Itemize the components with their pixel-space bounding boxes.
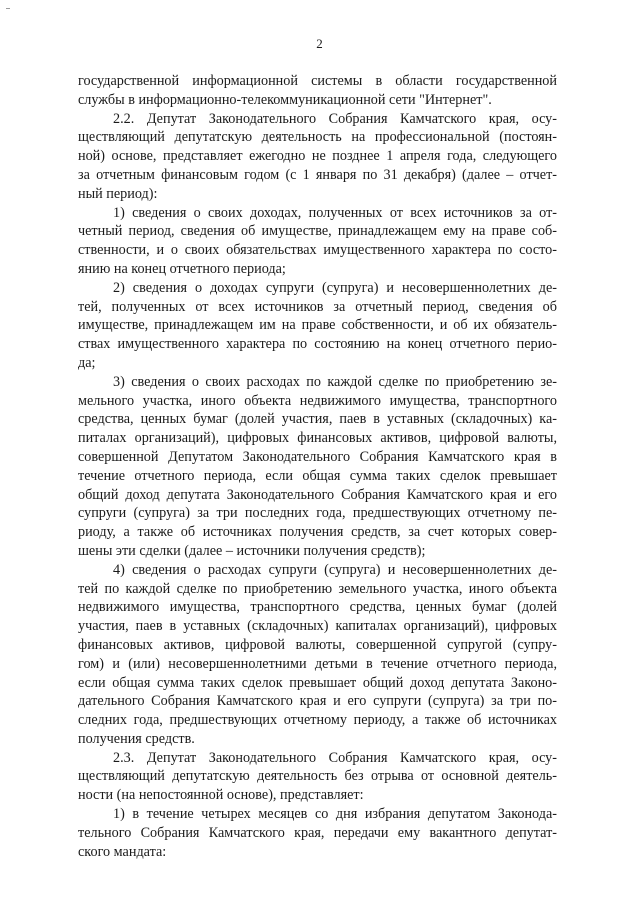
text-line: государственной информационной системы в области государственной xyxy=(78,73,557,89)
text-line: 1) в течение четырех месяцев со дня избрания депутатом Законода- xyxy=(113,806,557,823)
text-line: 2.3. Депутат Законодательного Собрания Камчатского края, осу- xyxy=(113,749,557,766)
text-line: 2) сведения о доходах супруги (супруга) и несовершеннолетних де- xyxy=(113,279,557,296)
text-line: ществляющий депутатскую деятельность без отрыва от основной деятель- xyxy=(78,768,557,785)
page-number: 2 xyxy=(316,36,323,51)
scan-mark xyxy=(6,8,10,9)
text-line: ности (на непостоянной основе), представляет: xyxy=(78,787,364,804)
text-line: за отчетным финансовым годом (с 1 января по 31 декабря) (далее – отчет- xyxy=(78,166,557,183)
text-line: общий доход депутата Законодательного Собрания Камчатского края и его xyxy=(78,486,557,503)
text-line: ный период): xyxy=(78,185,158,202)
text-line: тей, полученных от всех источников за отчетный период, сведения об xyxy=(78,298,557,315)
text-line: следних года, предшествующих отчетному периоду, а также об источниках xyxy=(78,712,557,729)
text-line: янию на конец отчетного периода; xyxy=(78,260,286,277)
text-line: тельного Собрания Камчатского края, передачи ему вакантного депутат- xyxy=(78,824,557,841)
text-line: 3) сведения о своих расходах по каждой сделке по приобретению зе- xyxy=(113,373,557,390)
text-line: ной) основе, представляет ежегодно не позднее 1 апреля года, следующего xyxy=(78,148,557,165)
text-line: средства, ценных бумаг (долей участия, паев в уставных (складочных) ка- xyxy=(78,411,557,428)
text-line: получения средств. xyxy=(78,730,195,747)
text-line: да; xyxy=(78,354,96,371)
text-line: совершенной Депутатом Законодательного Собрания Камчатского края в xyxy=(78,448,557,465)
text-line: недвижимого имущества, транспортного средства, ценных бумаг (долей xyxy=(78,599,557,616)
text-line: ществляющий депутатскую деятельность на профессиональной (постоян- xyxy=(78,129,557,146)
text-line: супруги (супруга) за три последних года, предшествующих отчетному пе- xyxy=(78,505,557,522)
text-line: течение отчетного периода, если общая сумма таких сделок превышает xyxy=(78,467,557,484)
text-line: дательного Собрания Камчатского края и его супруги (супруга) за три по- xyxy=(78,693,557,710)
text-line: питалах организаций), цифровых финансовых активов, цифровой валюты, xyxy=(78,430,557,447)
text-line: тей по каждой сделке по приобретению земельного участка, иного объекта xyxy=(78,580,557,597)
text-line: ского мандата: xyxy=(78,843,167,860)
text-line: 4) сведения о расходах супруги (супруга) и несовершеннолетних де- xyxy=(113,561,557,578)
text-line: если общая сумма таких сделок превышает общий доход депутата Законо- xyxy=(78,674,557,691)
text-line: 1) сведения о своих доходах, полученных от всех источников за от- xyxy=(113,204,557,221)
text-line: финансовых активов, цифровой валюты, совершенной супругой (супру- xyxy=(78,636,557,653)
text-line: мельного участка, иного объекта недвижимого имущества, транспортного xyxy=(78,392,557,409)
text-line: шены эти сделки (далее – источники получения средств); xyxy=(78,542,426,559)
text-line: службы в информационно-телекоммуникационной сети "Интернет". xyxy=(78,91,492,108)
text-line: риоду, а также об источниках получения средств, за счет которых совер- xyxy=(78,524,557,541)
text-line: участия, паев в уставных (складочных) капиталах организаций), цифровых xyxy=(78,618,557,635)
text-line: гом) и (или) несовершеннолетними детьми в течение отчетного периода, xyxy=(78,655,557,672)
document-body xyxy=(78,72,557,861)
text-line: ственности, и о своих обязательствах имущественного характера по состо- xyxy=(78,242,557,259)
text-line: ствах имущественного характера по состоянию на конец отчетного перио- xyxy=(78,336,557,353)
text-line: имуществе, принадлежащем им на праве собственности, и об их обязатель- xyxy=(78,317,557,334)
text-line: 2.2. Депутат Законодательного Собрания Камчатского края, осу- xyxy=(113,110,557,127)
text-line: четный период, сведения об имуществе, принадлежащем ему на праве соб- xyxy=(78,223,557,240)
